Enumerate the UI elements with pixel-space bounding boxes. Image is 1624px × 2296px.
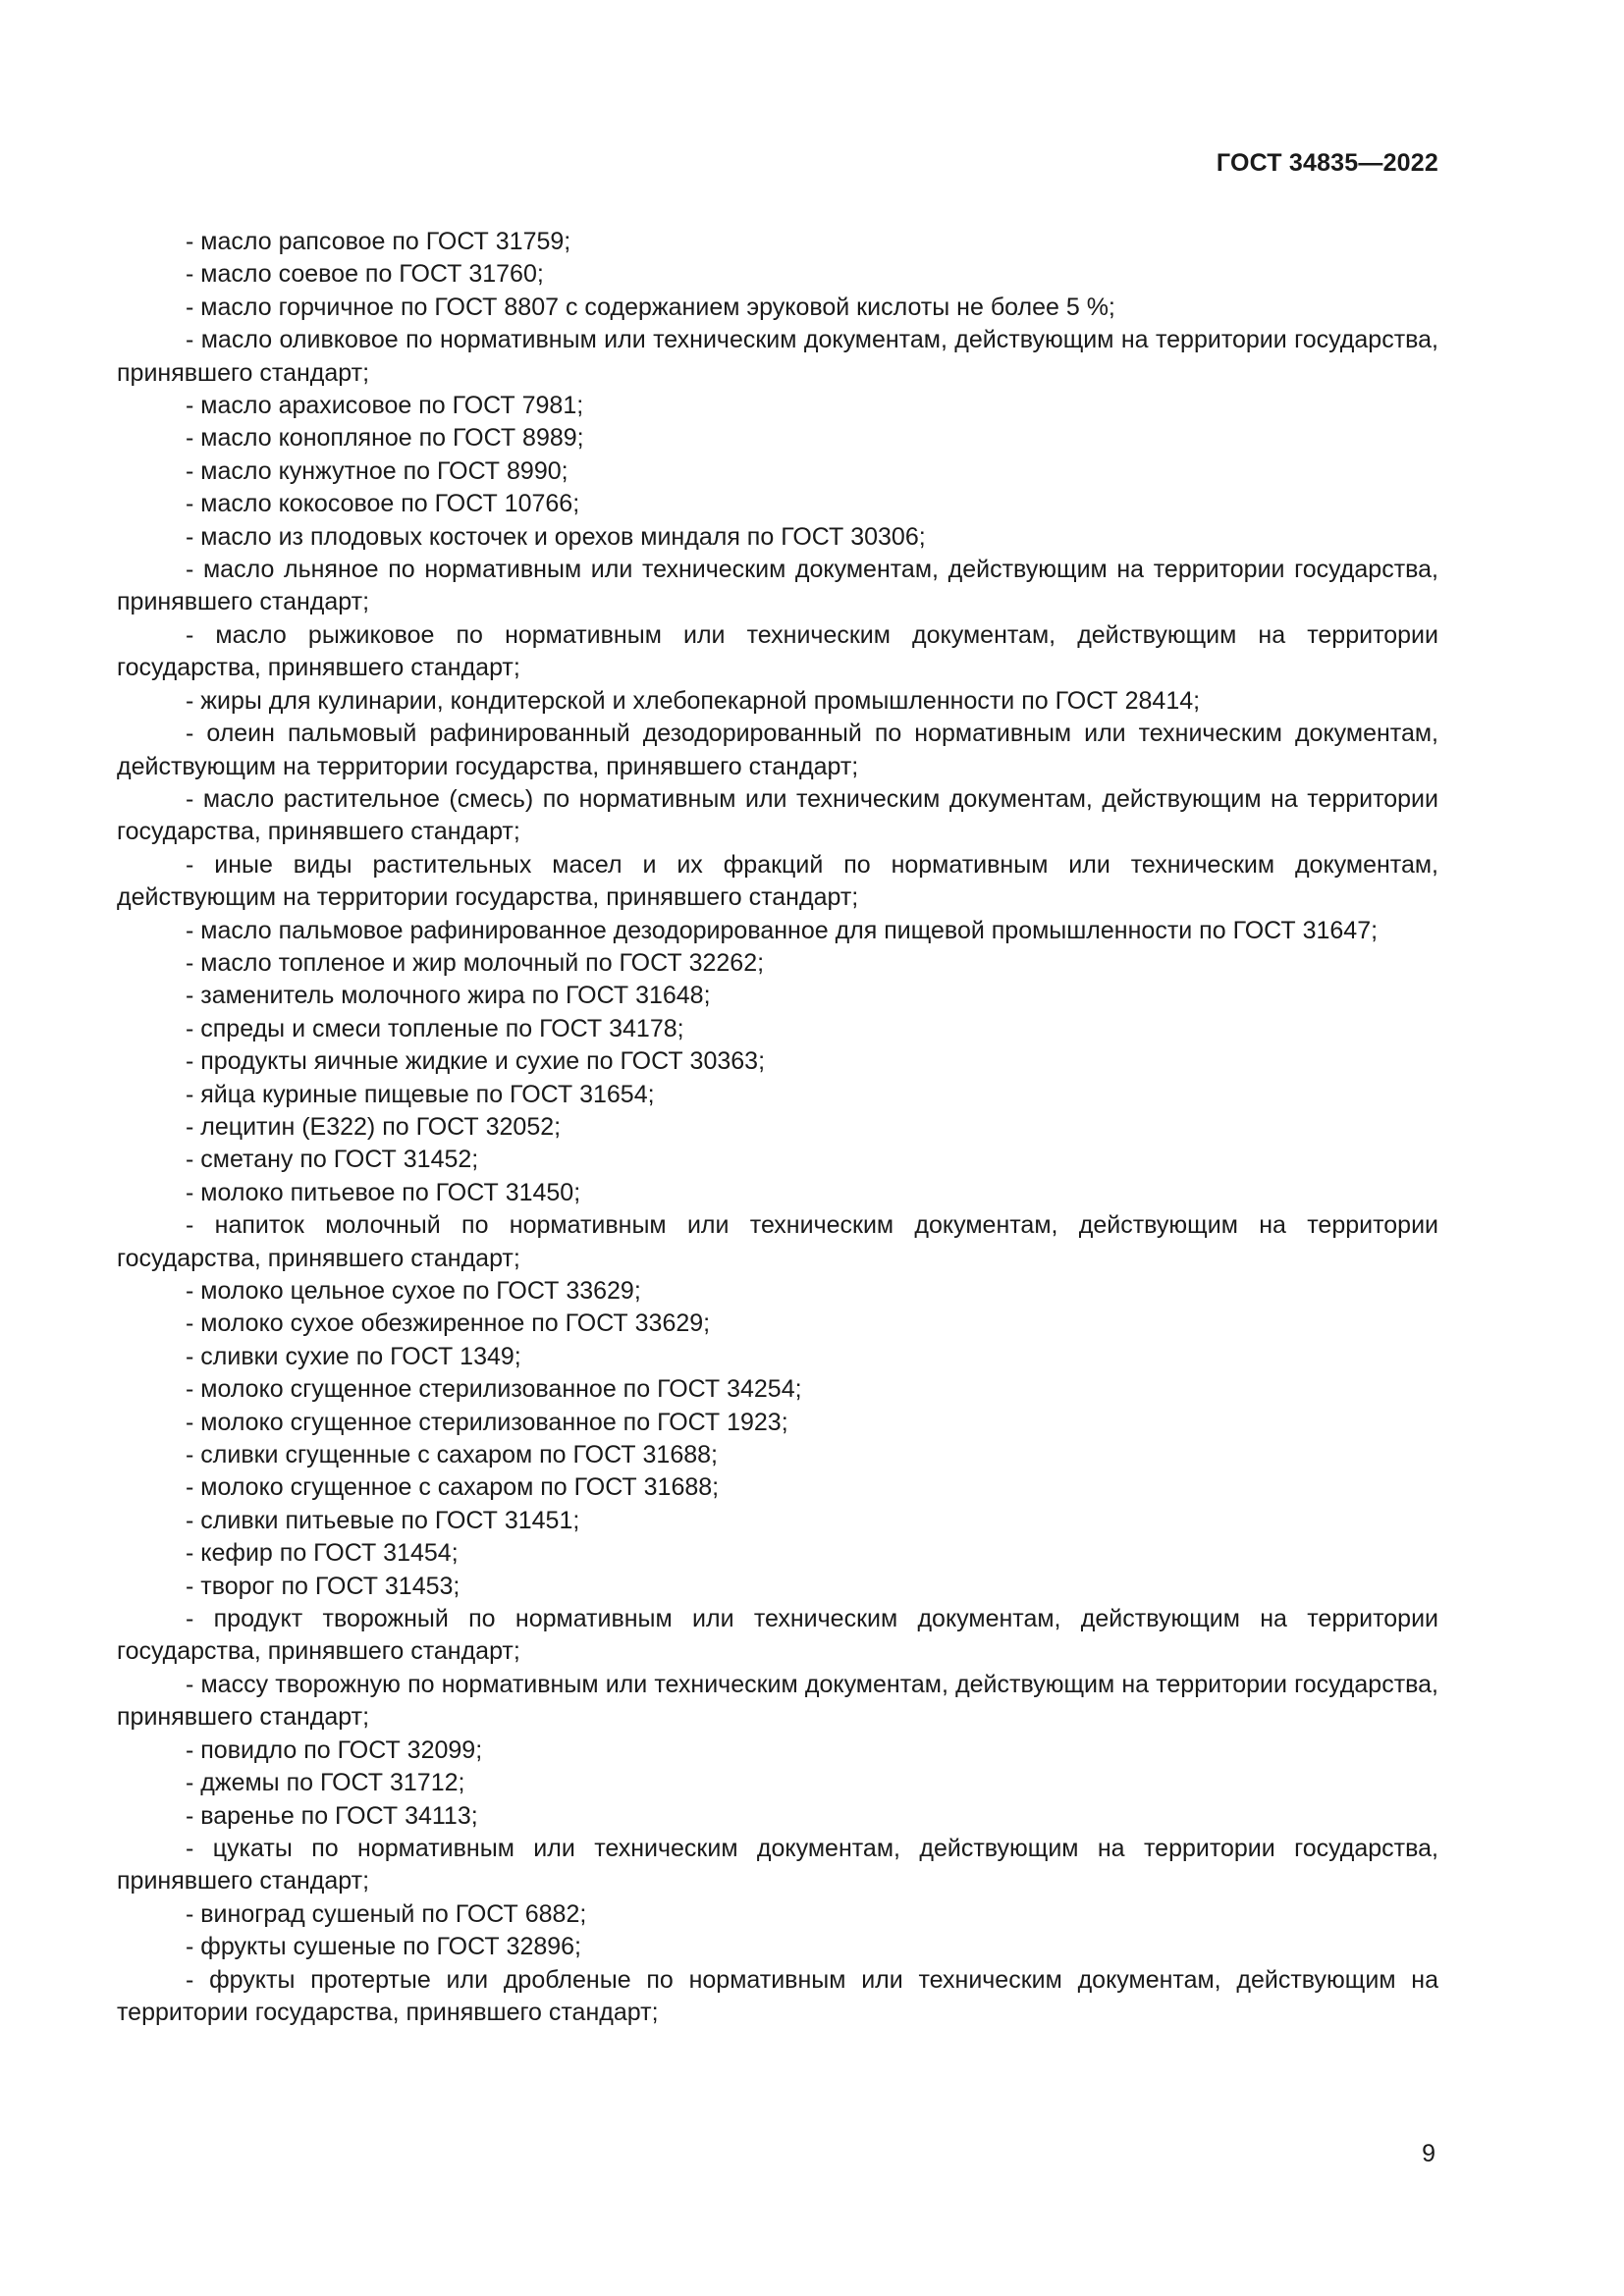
list-item: - джемы по ГОСТ 31712; bbox=[186, 1769, 465, 1797]
list-item: - напиток молочный по нормативным или техническим документам, действующим на территории государства, принявшего стандарт; bbox=[117, 1211, 1438, 1272]
list-item: - иные виды растительных масел и их фракций по нормативным или техническим документам, действующим на территории государства, принявшего стандарт; bbox=[117, 850, 1438, 912]
list-item: - масло конопляное по ГОСТ 8989; bbox=[186, 424, 584, 453]
list-item: - масло рапсовое по ГОСТ 31759; bbox=[186, 228, 571, 255]
page-number: 9 bbox=[1422, 2140, 1435, 2167]
list-item: - масло оливковое по нормативным или техническим документам, действующим на территории государства, принявшего стандарт; bbox=[117, 326, 1438, 387]
list-item: - цукаты по нормативным или техническим документам, действующим на территории государства, принявшего стандарт; bbox=[117, 1834, 1438, 1896]
list-item: - масло пальмовое рафинированное дезодорированное для пищевой промышленности по ГОСТ 31647; bbox=[186, 916, 1379, 944]
list-item: - повидло по ГОСТ 32099; bbox=[186, 1735, 483, 1764]
list-item: - фрукты протертые или дробленые по нормативным или техническим документам, действующим на территории государства, принявшего стандарт; bbox=[117, 1965, 1438, 2026]
list-item: - заменитель молочного жира по ГОСТ 31648; bbox=[186, 982, 711, 1010]
list-item: - масло горчичное по ГОСТ 8807 с содержанием эруковой кислоты не более 5 %; bbox=[186, 293, 1115, 321]
list-item: - масло кокосовое по ГОСТ 10766; bbox=[186, 490, 580, 518]
list-item: - лецитин (Е322) по ГОСТ 32052; bbox=[186, 1112, 562, 1141]
list-item: - виноград сушеный по ГОСТ 6882; bbox=[186, 1899, 587, 1928]
list-item: - массу творожную по нормативным или техническим документам, действующим на территории государства, принявшего стандарт; bbox=[117, 1670, 1438, 1732]
list-item: - олеин пальмовый рафинированный дезодорированный по нормативным или техническим документам, действующим на территории государства, принявшего стандарт; bbox=[117, 720, 1438, 780]
list-item: - продукты яичные жидкие и сухие по ГОСТ 30363; bbox=[186, 1047, 766, 1076]
list-item: - продукт творожный по нормативным или техническим документам, действующим на территории государства, принявшего стандарт; bbox=[117, 1605, 1438, 1666]
list-item: - яйца куриные пищевые по ГОСТ 31654; bbox=[186, 1080, 655, 1108]
list-item: - молоко сгущенное стерилизованное по ГОСТ 1923; bbox=[186, 1408, 788, 1436]
list-item: - кефир по ГОСТ 31454; bbox=[186, 1539, 459, 1568]
list-body bbox=[117, 226, 1438, 2029]
list-item: - молоко цельное сухое по ГОСТ 33629; bbox=[186, 1277, 641, 1305]
list-item: - масло топленое и жир молочный по ГОСТ 32262; bbox=[186, 948, 765, 977]
list-item: - масло растительное (смесь) по нормативным или техническим документам, действующим на территории государства, принявшего стандарт; bbox=[117, 784, 1438, 846]
list-item: - молоко питьевое по ГОСТ 31450; bbox=[186, 1178, 581, 1206]
list-item: - масло из плодовых косточек и орехов миндаля по ГОСТ 30306; bbox=[186, 522, 926, 551]
list-item: - сливки сухие по ГОСТ 1349; bbox=[186, 1342, 521, 1370]
list-item: - масло арахисовое по ГОСТ 7981; bbox=[186, 392, 584, 420]
list-item: - масло льняное по нормативным или техническим документам, действующим на территории государства, принявшего стандарт; bbox=[117, 556, 1438, 616]
list-item: - молоко сухое обезжиренное по ГОСТ 33629; bbox=[186, 1309, 711, 1338]
list-item: - жиры для кулинарии, кондитерской и хлебопекарной промышленности по ГОСТ 28414; bbox=[186, 686, 1201, 715]
list-item: - молоко сгущенное с сахаром по ГОСТ 31688; bbox=[186, 1473, 720, 1502]
list-item: - масло соевое по ГОСТ 31760; bbox=[186, 260, 544, 289]
list-item: - спреды и смеси топленые по ГОСТ 34178; bbox=[186, 1014, 684, 1042]
list-item: - варенье по ГОСТ 34113; bbox=[186, 1801, 478, 1830]
list-item: - масло рыжиковое по нормативным или техническим документам, действующим на территории государства, принявшего стандарт; bbox=[117, 620, 1438, 682]
list-item: - фрукты сушеные по ГОСТ 32896; bbox=[186, 1933, 582, 1961]
list-item: - молоко сгущенное стерилизованное по ГОСТ 34254; bbox=[186, 1375, 802, 1404]
list-item: - сметану по ГОСТ 31452; bbox=[186, 1146, 479, 1174]
list-item: - сливки сгущенные с сахаром по ГОСТ 31688; bbox=[186, 1441, 718, 1469]
document-header-id: ГОСТ 34835—2022 bbox=[1216, 149, 1438, 177]
list-item: - творог по ГОСТ 31453; bbox=[186, 1572, 460, 1600]
list-item: - сливки питьевые по ГОСТ 31451; bbox=[186, 1506, 580, 1534]
list-item: - масло кунжутное по ГОСТ 8990; bbox=[186, 456, 568, 485]
